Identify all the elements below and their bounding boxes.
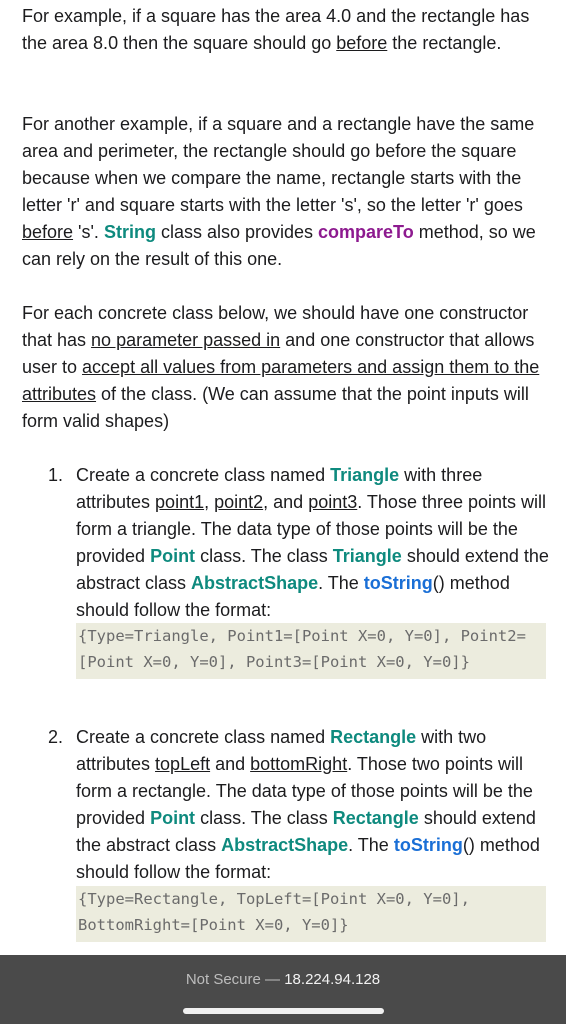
method-name-tostring: toString — [363, 573, 433, 593]
text: Create a concrete class named — [76, 465, 331, 485]
class-name-triangle: Triangle — [332, 546, 402, 566]
paragraph-example-1 — [22, 3, 552, 57]
text: For example, if a square has the area 4.0 and the rectangle has the area 8.0 then the square should go — [22, 6, 530, 53]
text: For each concrete class below, we should have one constructor that has — [22, 303, 529, 350]
text: should extend the abstract class — [76, 546, 549, 593]
class-name-rectangle: Rectangle — [332, 808, 419, 828]
class-name-abstractshape: AbstractShape — [221, 835, 349, 855]
code-block-rectangle-format: {Type=Rectangle, TopLeft=[Point X=0, Y=0], BottomRight=[Point X=0, Y=0]} — [76, 886, 546, 942]
attribute-point1: point1 — [155, 492, 205, 512]
class-name-rectangle: Rectangle — [330, 727, 417, 747]
class-name-point: Point — [150, 808, 196, 828]
class-name-abstractshape: AbstractShape — [191, 573, 319, 593]
browser-address-bar[interactable] — [0, 955, 566, 1024]
attribute-topleft: topLeft — [155, 754, 211, 774]
text: , and — [263, 492, 309, 512]
text: class. The class — [195, 546, 333, 566]
method-name-compareto: compareTo — [318, 222, 414, 242]
host-label: 18.224.94.128 — [284, 971, 381, 988]
text: For another example, if a square and a rectangle have the same area and perimeter, the rectangle should go before the square because when we compare the name, rectangle starts with the letter 'r' and square starts with the letter 's', so the letter 'r' goes — [22, 114, 535, 215]
list-number: 1. — [48, 465, 64, 485]
list-item-rectangle — [76, 724, 554, 886]
text: . Those three points will form a triangle. The data type of those points will be the provided — [76, 492, 547, 566]
underlined-text: no parameter passed in — [91, 330, 281, 350]
underlined-text: before — [336, 33, 388, 53]
attribute-bottomright: bottomRight — [250, 754, 348, 774]
text: () method should follow the format: — [76, 835, 540, 882]
text: class also provides — [155, 222, 319, 242]
text: with two attributes — [76, 727, 487, 774]
attribute-point2: point2 — [214, 492, 264, 512]
class-name-point: Point — [150, 546, 196, 566]
text: should extend the abstract class — [76, 808, 536, 855]
text: () method should follow the format: — [76, 573, 510, 620]
text: method, so we can rely on the result of this one. — [22, 222, 536, 269]
underlined-text: accept all values from parameters and assign them to the attributes — [22, 357, 540, 404]
text: class. The class — [195, 808, 333, 828]
paragraph-example-2 — [22, 111, 552, 273]
text: and — [210, 754, 251, 774]
attribute-point3: point3 — [308, 492, 358, 512]
text: . Those two points will form a rectangle. The data type of those points will be the provided — [76, 754, 533, 828]
list-item-triangle — [76, 462, 554, 624]
class-name-string: String — [103, 222, 156, 242]
text: , — [204, 492, 215, 512]
text: . The — [318, 573, 364, 593]
underlined-text: before — [22, 222, 74, 242]
class-name-triangle: Triangle — [330, 465, 400, 485]
text: and one constructor that allows user to — [22, 330, 535, 377]
method-name-tostring: toString — [393, 835, 463, 855]
text: . The — [348, 835, 394, 855]
text: Create a concrete class named — [76, 727, 331, 747]
list-number: 2. — [48, 727, 64, 747]
text: the rectangle. — [387, 33, 502, 53]
text: 's'. — [73, 222, 104, 242]
text: with three attributes — [76, 465, 483, 512]
url-display[interactable] — [0, 971, 566, 988]
separator: — — [260, 971, 285, 988]
text: of the class. (We can assume that the point inputs will form valid shapes) — [22, 384, 529, 431]
paragraph-constructors — [22, 300, 552, 435]
code-block-triangle-format: {Type=Triangle, Point1=[Point X=0, Y=0], Point2=[Point X=0, Y=0], Point3=[Point X=0, Y=0]} — [76, 623, 546, 679]
home-indicator[interactable] — [183, 1008, 384, 1014]
security-label: Not Secure — [185, 971, 261, 988]
